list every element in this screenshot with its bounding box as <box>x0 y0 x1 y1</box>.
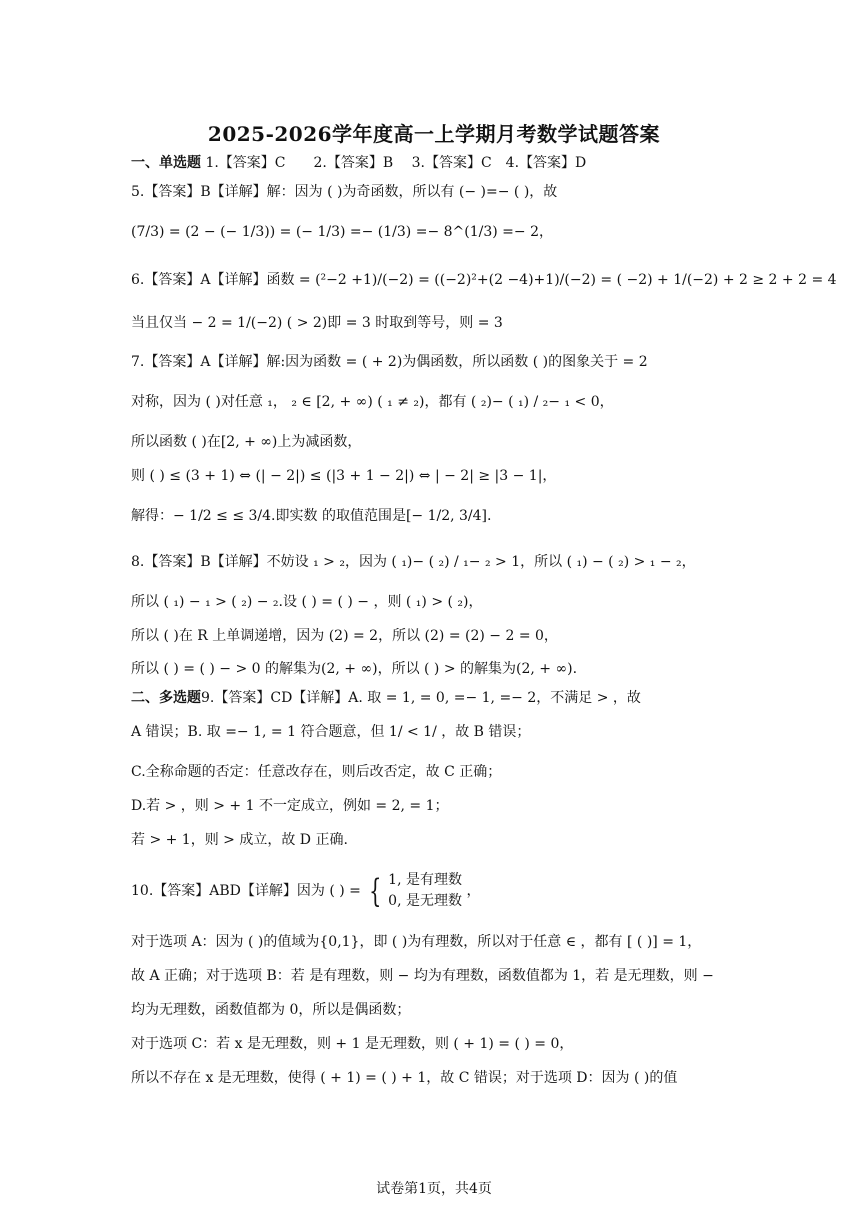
piecewise-case-rational: 1, 是有理数 <box>388 872 462 888</box>
piecewise-brace: { <box>369 872 382 910</box>
answer-line-22: 故 A 正确；对于选项 B：若 是有理数，则 − 均为有理数，函数值都为 1，若 是无理数，则 − <box>131 968 714 984</box>
answer-line-13: 所以 ( )在 R 上单调递增，因为 (2) = 2，所以 (2) = (2) − 2 = 0， <box>131 628 558 644</box>
answer-line-23: 均为无理数，函数值都为 0，所以是偶函数； <box>131 1002 411 1018</box>
section-heading-multiple-choice: 二、多选题 <box>131 690 201 706</box>
answer-line-19: 若 > + 1，则 > 成立，故 D 正确. <box>131 832 348 848</box>
answer-line-15 <box>131 688 751 708</box>
answer-line-4: 6.【答案】A【详解】函数 = (²−2 +1)/(−2) = ((−2)²+(2 −4)+1)/(−2) = ( −2) + 1/(−2) + 2 ≥ 2 + 2 = 4 <box>131 272 837 288</box>
answer-line-20 <box>131 870 751 914</box>
answer-line-3: (7/3) = (2 − (− 1/3)) = (− 1/3) =− (1/3) =− 8^(1/3) =− 2， <box>131 224 553 240</box>
page-footer: 试卷第1页，共4页 <box>376 1181 492 1197</box>
single-choice-answers: 1.【答案】C 2.【答案】B 3.【答案】C 4.【答案】D <box>201 155 587 171</box>
answer-line-8: 所以函数 ( )在[2, + ∞)上为减函数， <box>131 434 362 450</box>
answer-line-9: 则 ( ) ≤ (3 + 1) ⇔ (| − 2|) ≤ (|3 + 1 − 2|) ⇔ | − 2| ≥ |3 − 1|， <box>131 468 557 484</box>
piecewise-cases <box>388 870 462 912</box>
answer-line-14: 所以 ( ) = ( ) − > 0 的解集为(2, + ∞)，所以 ( ) > 的解集为(2, + ∞). <box>131 661 578 677</box>
answer-line-25: 所以不存在 x 是无理数，使得 ( + 1) = ( ) + 1，故 C 错误；对于选项 D：因为 ( )的值 <box>131 1070 678 1086</box>
document-title: 2025-2026学年度高一上学期月考数学试题答案 <box>207 122 661 146</box>
piecewise-suffix: ， <box>466 883 481 899</box>
answer-line-5: 当且仅当 − 2 = 1/(−2) ( > 2)即 = 3 时取到等号，则 = 3 <box>131 315 503 331</box>
answer-line-12: 所以 ( ₁) − ₁ > ( ₂) − ₂.设 ( ) = ( ) − ，则 ( ₁) > ( ₂)， <box>131 594 483 610</box>
answer-line-7: 对称，因为 ( )对任意 ₁， ₂ ∈ [2, + ∞) ( ₁ ≠ ₂)，都有 ( ₂)− ( ₁) / ₂− ₁ < 0， <box>131 394 614 410</box>
answer-line-18: D.若 > ，则 > + 1 不一定成立，例如 = 2, = 1； <box>131 798 449 814</box>
answer-line-1 <box>131 153 751 173</box>
answer-line-6: 7.【答案】A【详解】解:因为函数 = ( + 2)为偶函数，所以函数 ( )的图象关于 = 2 <box>131 354 648 370</box>
piecewise-case-irrational: 0, 是无理数 <box>388 893 462 909</box>
answer-line-11: 8.【答案】B【详解】不妨设 ₁ > ₂，因为 ( ₁)− ( ₂) / ₁− ₂ > 1，所以 ( ₁) − ( ₂) > ₁ − ₂， <box>131 554 696 570</box>
multiple-choice-answer-9: 9.【答案】CD【详解】A. 取 = 1, = 0, =− 1, =− 2，不满足 > ，故 <box>201 690 641 706</box>
answer-line-17: C.全称命题的否定：任意改存在，则后改否定，故 C 正确； <box>131 764 502 780</box>
section-heading-single-choice: 一、单选题 <box>131 155 201 171</box>
answer-line-24: 对于选项 C：若 x 是无理数，则 + 1 是无理数，则 ( + 1) = ( ) = 0， <box>131 1036 574 1052</box>
answer-line-2: 5.【答案】B【详解】解：因为 ( )为奇函数，所以有 (− )=− ( )，故 <box>131 184 558 200</box>
answer-line-10: 解得：− 1/2 ≤ ≤ 3/4.即实数 的取值范围是[− 1/2, 3/4]. <box>131 508 492 524</box>
answer-line-21: 对于选项 A：因为 ( )的值域为{0,1}，即 ( )为有理数，所以对于任意 ∈ ，都有 [ ( )] = 1， <box>131 934 702 950</box>
answer-line-16: A 错误；B. 取 =− 1, = 1 符合题意，但 1/ < 1/ ，故 B 错误； <box>131 724 531 740</box>
piecewise-prefix: 10.【答案】ABD【详解】因为 ( ) = <box>131 883 361 899</box>
